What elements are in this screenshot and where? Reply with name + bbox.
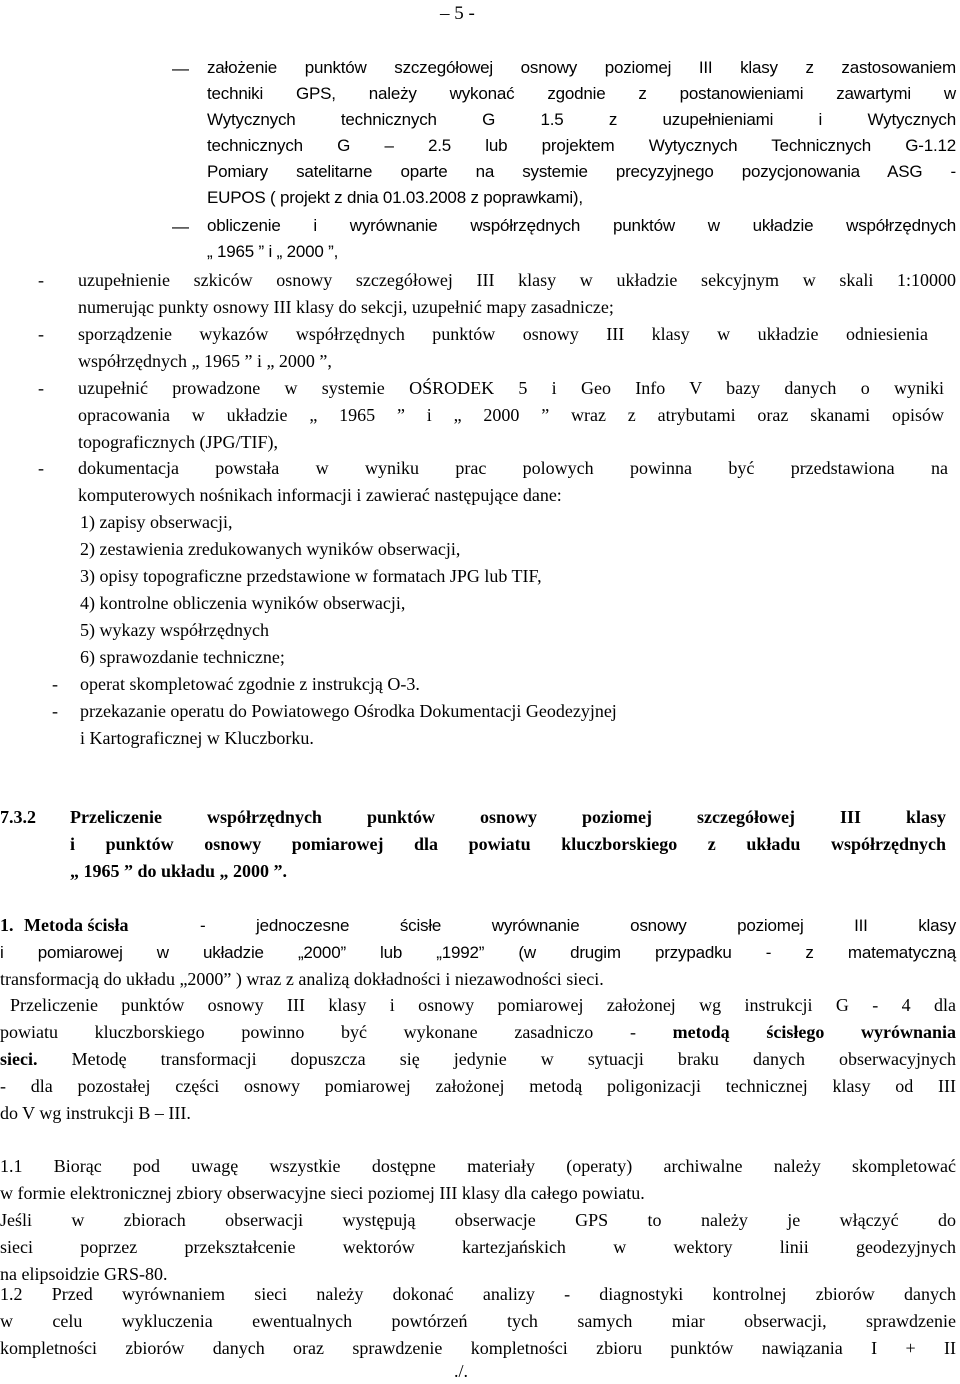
page-number: – 5 - — [440, 3, 475, 24]
text-line: w celu wykluczenia ewentualnych powtórzeń tych samych miar obserwacji, sprawdzenie — [0, 1311, 956, 1331]
section-heading — [0, 804, 946, 885]
method-paragraph — [0, 912, 956, 993]
text-line: sieci poprzez przekształcenie wektorów kartezjańskich w wektory linii geodezyjnych — [0, 1237, 956, 1257]
text-line: techniki GPS, należy wykonać zgodnie z postanowieniami zawartymi w — [207, 84, 956, 103]
text-line: kompletności zbiorów danych oraz sprawdzenie kompletności zbioru punktów nawiązania I + II — [0, 1338, 956, 1358]
text-line: w formie elektronicznej zbiory obserwacyjne sieci poziomej III klasy dla całego powiatu. — [0, 1183, 645, 1203]
dash-item-5 — [52, 671, 752, 698]
list-dash: — — [172, 217, 189, 236]
text-line: Jeśli w zbiorach obserwacji występują obserwacje GPS to należy je włączyć do — [0, 1210, 956, 1230]
dash-item-3 — [38, 375, 944, 456]
dash-item-4 — [38, 455, 948, 509]
text-line: transformacją do układu „2000” ) wraz z analizą dokładności i niezawodności sieci. — [0, 969, 604, 989]
dash-item-1 — [38, 267, 956, 321]
heading-line: „ 1965 ” do układu „ 2000 ”. — [70, 861, 288, 881]
text-line: Przeliczenie punktów osnowy III klasy i osnowy pomiarowej założonej wg instrukcji G - 4 dla — [10, 995, 956, 1015]
method-desc: - jednoczesne ścisłe wyrównanie osnowy poziomej III klasy — [200, 916, 956, 935]
list-dash: - — [38, 458, 44, 478]
method-name: Metoda ścisła — [24, 915, 129, 935]
list-item: 2) zestawienia zredukowanych wyników obserwacji, — [80, 539, 461, 559]
list-dash: - — [38, 324, 44, 344]
list-dash: - — [38, 270, 44, 290]
text-line: sporządzenie wykazów współrzędnych punktów osnowy III klasy w układzie odniesienia — [78, 324, 928, 344]
text-line: uzupełnić prowadzone w systemie OŚRODEK 5 i Geo Info V bazy danych o wyniki — [78, 378, 944, 398]
method-number: 1. — [0, 915, 14, 935]
list-item: 4) kontrolne obliczenia wyników obserwacji, — [80, 593, 406, 613]
text-line: - dla pozostałej części osnowy pomiarowej założonej metodą poligonizacji technicznej klasy od III — [0, 1076, 956, 1096]
list-dash: - — [38, 378, 44, 398]
text-bold: metodą ścisłego wyrównania — [672, 1022, 957, 1042]
list-item: 1) zapisy obserwacji, — [80, 512, 233, 532]
text-normal: Metodę transformacji dopuszcza się jedynie w sytuacji braku danych obserwacyjnych — [71, 1049, 956, 1069]
text-line: do V wg instrukcji B – III. — [0, 1103, 191, 1123]
section-number: 7.3.2 — [0, 807, 36, 827]
paragraph-2 — [0, 992, 956, 1127]
text-line: obliczenie i wyrównanie współrzędnych punktów w układzie współrzędnych — [207, 216, 956, 235]
text-line: opracowania w układzie „ 1965 ” i „ 2000 ” wraz z atrybutami oraz skanami opisów — [78, 405, 944, 425]
text-line: EUPOS ( projekt z dnia 01.03.2008 z poprawkami), — [207, 188, 583, 207]
dash-item-2 — [38, 321, 928, 375]
text-line: numerując punkty osnowy III klasy do sekcji, uzupełnić mapy zasadnicze; — [78, 297, 614, 317]
method-line-1 — [0, 912, 956, 939]
text-bold: sieci. — [0, 1049, 38, 1069]
text-line: na elipsoidzie GRS-80. — [0, 1264, 168, 1284]
continuation-mark: ./. — [454, 1361, 469, 1381]
list-dash: - — [52, 674, 58, 694]
text-line: i Kartograficznej w Kluczborku. — [80, 728, 314, 748]
text-line: komputerowych nośnikach informacji i zawierać następujące dane: — [78, 485, 562, 505]
text-line: i pomiarowej w układzie „2000” lub „1992” (w drugim przypadku - z matematyczną — [0, 943, 956, 962]
top-item-2 — [172, 213, 956, 265]
text-line: uzupełnienie szkiców osnowy szczegółowej III klasy w układzie sekcyjnym w skali 1:10000 — [78, 270, 956, 290]
heading-line: i punktów osnowy pomiarowej dla powiatu kluczborskiego z układu współrzędnych — [70, 834, 946, 854]
list-item: 3) opisy topograficzne przedstawione w formatach JPG lub TIF, — [80, 566, 542, 586]
text-line: 1.1 Biorąc pod uwagę wszystkie dostępne materiały (operaty) archiwalne należy skompletować — [0, 1156, 956, 1176]
text-line: 1.2 Przed wyrównaniem sieci należy dokonać analizy - diagnostyki kontrolnej zbiorów danych — [0, 1284, 956, 1304]
text-line: operat skompletować zgodnie z instrukcją O-3. — [80, 674, 420, 694]
numbered-list — [80, 509, 780, 671]
text-line — [0, 1019, 956, 1046]
text-line: Pomiary satelitarne oparte na systemie precyzyjnego pozycjonowania ASG - — [207, 162, 956, 181]
list-item: 5) wykazy współrzędnych — [80, 620, 269, 640]
text-line: dokumentacja powstała w wyniku prac polowych powinna być przedstawiona na — [78, 458, 948, 478]
text-line: współrzędnych „ 1965 ” i „ 2000 ”, — [78, 351, 332, 371]
text-line: przekazanie operatu do Powiatowego Ośrodka Dokumentacji Geodezyjnej — [80, 701, 617, 721]
list-dash: — — [172, 59, 189, 78]
dash-item-6 — [52, 698, 812, 752]
list-item: 6) sprawozdanie techniczne; — [80, 647, 285, 667]
text-line: topograficznych (JPG/TIF), — [78, 432, 278, 452]
paragraph-4 — [0, 1281, 956, 1362]
list-dash: - — [52, 701, 58, 721]
text-line: technicznych G – 2.5 lub projektem Wytycznych Technicznych G-1.12 — [207, 136, 956, 155]
text-line: założenie punktów szczegółowej osnowy poziomej III klasy z zastosowaniem — [207, 58, 956, 77]
heading-line: Przeliczenie współrzędnych punktów osnowy poziomej szczegółowej III klasy — [70, 807, 946, 827]
text-line: „ 1965 ” i „ 2000 ”, — [207, 242, 339, 261]
text-normal: powiatu kluczborskiego powinno być wykonane zasadniczo - — [0, 1022, 636, 1042]
text-line — [0, 1046, 956, 1073]
text-line: Wytycznych technicznych G 1.5 z uzupełnieniami i Wytycznych — [207, 110, 956, 129]
paragraph-3 — [0, 1153, 956, 1288]
top-item-1 — [172, 55, 956, 211]
